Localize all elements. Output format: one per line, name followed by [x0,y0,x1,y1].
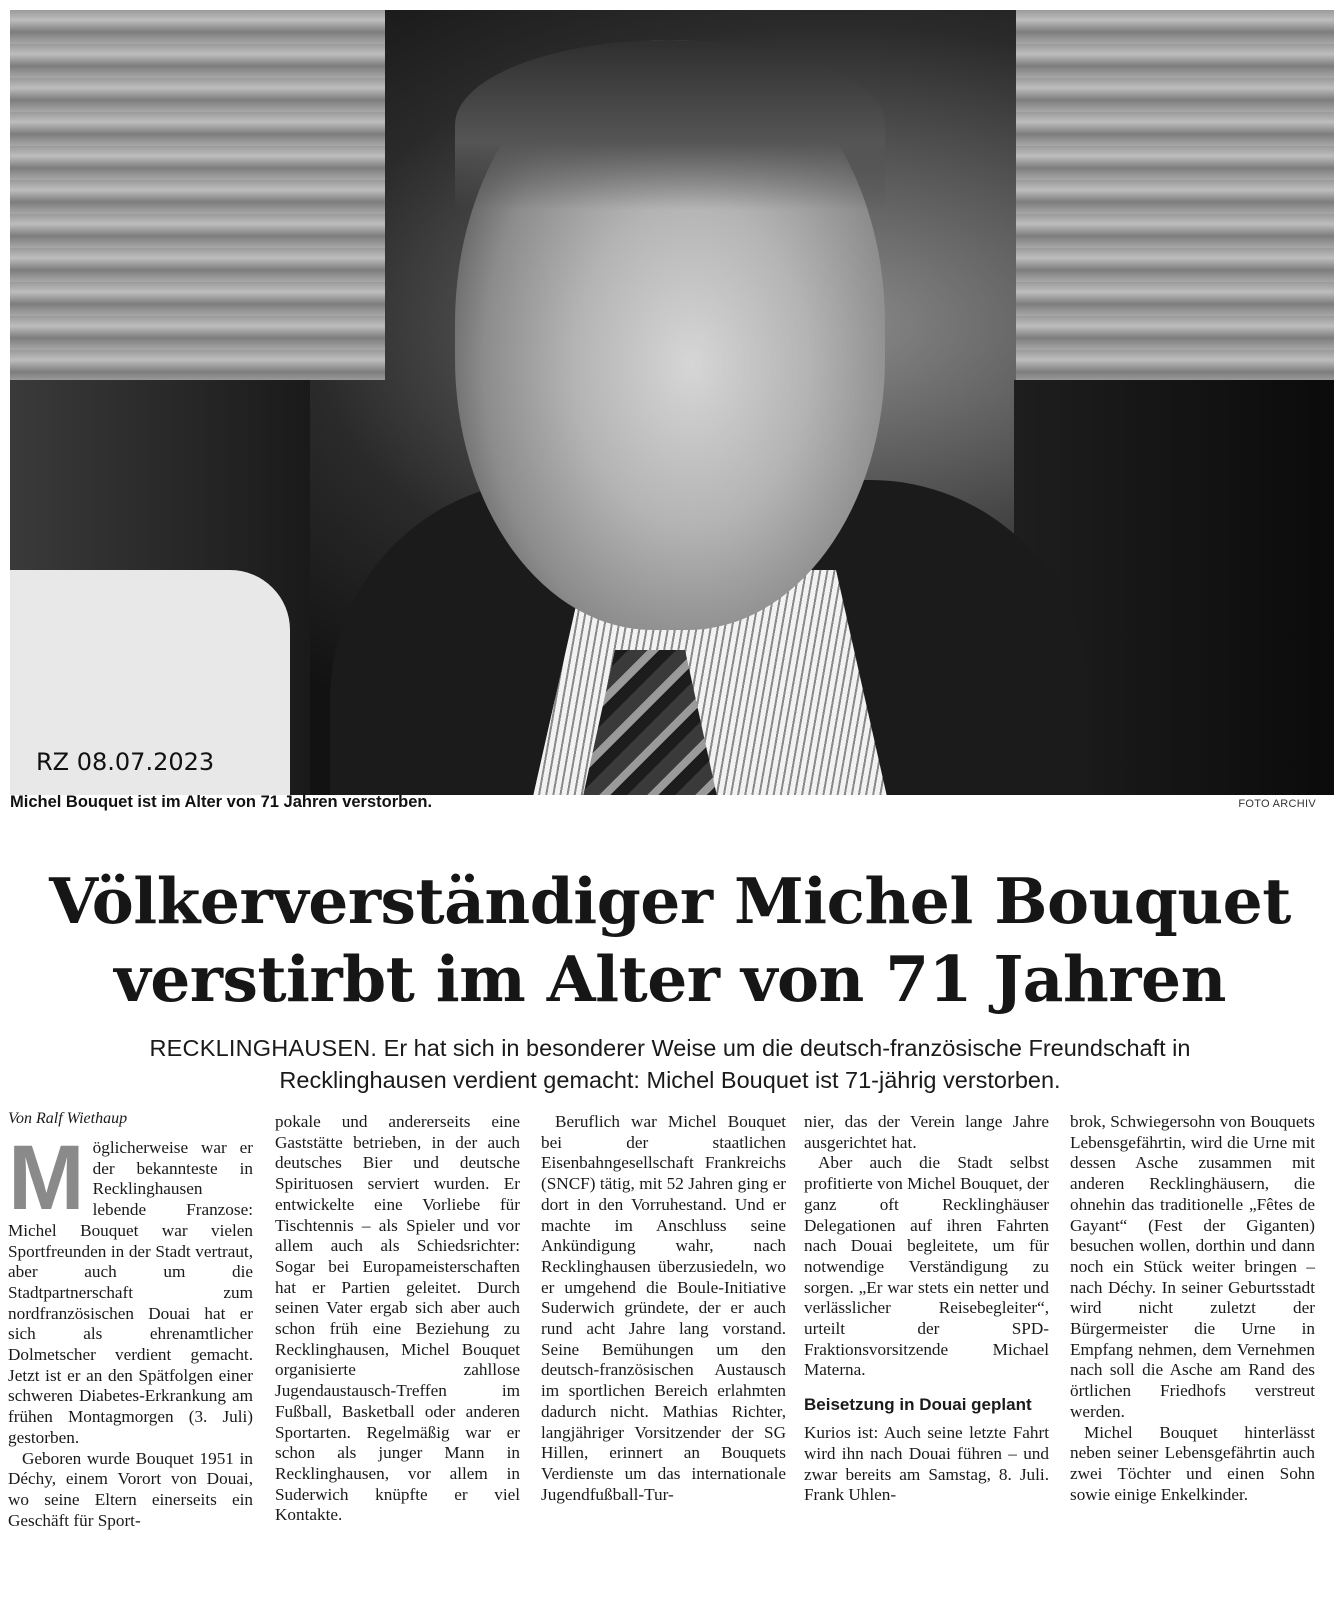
body-paragraph: pokale und andererseits eine Gaststätte betrieben, in der auch deutsches Bier und deutsche Spirituosen serviert wurden. Er entwickelte eine Vorliebe für Tischtennis – als Spieler und vor allem auch als Schiedsrichter: Sogar bei Europameisterschaften hat er Partien geleitet. Durch seinen Vater ergab sich aber auch schon früh eine Beziehung zu Recklinghausen, Michel Bouquet organisierte zahllose Jugendaustausch-Treffen im Fußball, Basketball oder anderen Sportarten. Regelmäßig war er schon als junger Mann in Recklinghausen, vor allem in Suderwich knüpfte er viel Kontakte. [275,1112,520,1525]
byline: Von Ralf Wiethaup [8,1110,128,1127]
curtain-right [1016,10,1334,380]
body-paragraph: Kurios ist: Auch seine letzte Fahrt wird ihn nach Douai führen – und zwar bereits am Samstag, 8. Juli. Frank Uhlen- [804,1423,1049,1505]
lead-text: Er hat sich in besonderer Weise um die deutsch-französische Freundschaft in Recklinghausen verdient gemacht: Michel Bouquet ist 71-jährig verstorben. [279,1035,1191,1093]
body-paragraph: öglicherweise war er der bekannteste in Recklinghausen lebende Franzose: Michel Bouquet war vielen Sportfreunden in der Stadt vertraut, aber auch um die Stadtpartnerschaft zum nordfranzösischen Douai hat er sich als ehrenamtlicher Dolmetscher verdient gemacht. Jetzt ist er an den Spätfolgen einer schweren Diabetes-Erkrankung am frühen Montagmorgen (3. Juli) gestorben. [8,1138,253,1447]
portrait-photo [10,10,1334,795]
article-column-2 [275,1112,520,1526]
body-paragraph: Beruflich war Michel Bouquet bei der staatlichen Eisenbahngesellschaft Frankreichs (SNCF) tätig, mit 52 Jahren ging er dort in den Vorruhestand. Und er machte im Anschluss seine Ankündigung wahr, nach Recklinghausen überzusiedeln, wo er umgehend die Boule-Initiative Suderwich gründete, der er auch rund acht Jahre lang vorstand. Seine Bemühungen um den deutsch-französischen Austausch im sportlichen Bereich erlahmten dadurch nicht. Mathias Richter, langjähriger Vorsitzender der SG Hillen, erinnert an Bouquets Verdienste um das internationale Jugendfußball-Tur- [541,1112,786,1504]
headline-line-2: verstirbt im Alter von 71 Jahren [114,942,1226,1016]
headline [0,862,1340,1018]
drop-cap: M [8,1127,85,1229]
photo-credit: FOTO ARCHIV [1238,798,1316,810]
body-paragraph: brok, Schwiegersohn von Bouquets Lebensgefährtin, wird die Urne mit dessen Asche zusammen mit anderen Recklinghäusern, die ohnehin das traditionelle „Fêtes de Gayant“ (Fest der Giganten) besuchen wollen, dorthin und dann noch ein Stück weiter bringen – nach Déchy. In seiner Geburtsstadt wird nicht zuletzt der Bürgermeister die Urne in Empfang nehmen, dem Vernehmen nach soll die Asche am Rand des örtlichen Friedhofs verstreut werden. [1070,1112,1315,1421]
portrait-hair [455,40,885,210]
body-paragraph: Michel Bouquet hinterlässt neben seiner Lebensgefährtin auch zwei Töchter und einen Sohn sowie einige Enkelkinder. [1070,1422,1315,1504]
headline-line-1: Völkerverständiger Michel Bouquet [49,864,1291,938]
article-column-3 [541,1112,786,1505]
curtain-left [10,10,385,380]
body-paragraph: nier, das der Verein lange Jahre ausgerichtet hat. [804,1112,1049,1152]
body-paragraph: Aber auch die Stadt selbst profitierte von Michel Bouquet, der ganz oft Recklinghäuser Delegationen auf ihren Fahrten nach Douai begleitete, um für notwendige Verständigung zu sorgen. „Er war stets ein netter und verlässlicher Reisebegleiter“, urteilt der SPD-Fraktionsvorsitzende Michael Materna. [804,1153,1049,1380]
article-column-1 [8,1127,253,1531]
article-column-5 [1070,1112,1315,1505]
photo-caption: Michel Bouquet ist im Alter von 71 Jahren verstorben. [10,793,433,811]
article-column-4 [804,1112,1049,1506]
date-stamp: RZ 08.07.2023 [36,748,215,776]
lead-paragraph [80,1032,1260,1096]
body-paragraph: Geboren wurde Bouquet 1951 in Déchy, einem Vorort von Douai, wo seine Eltern einerseits ein Geschäft für Sport- [8,1448,253,1530]
dateline: RECKLINGHAUSEN. [149,1035,378,1061]
subheading: Beisetzung in Douai geplant [804,1395,1032,1415]
